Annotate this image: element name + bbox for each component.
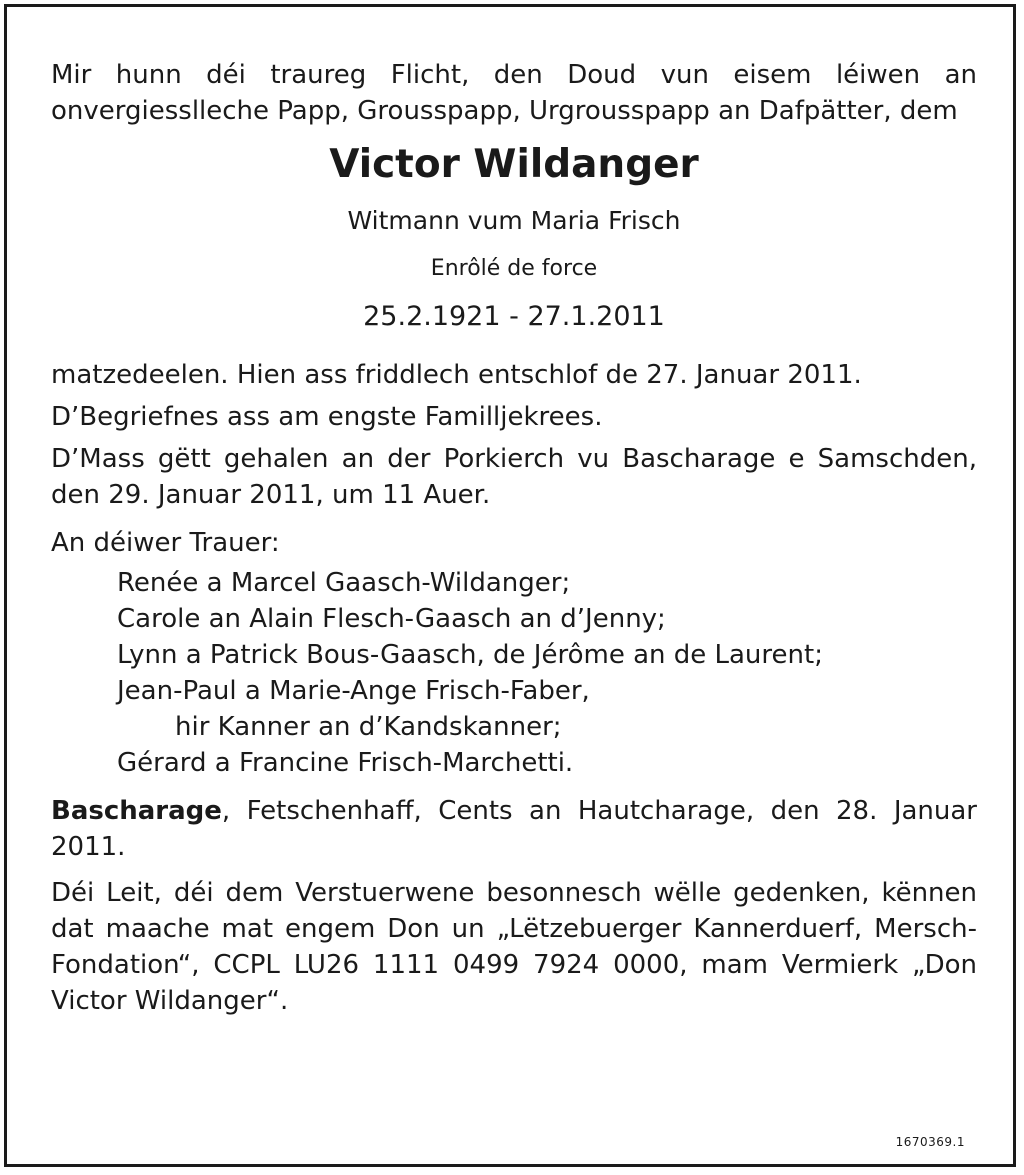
widow-of: Witmann vum Maria Frisch — [347, 206, 681, 235]
mourner-line: Gérard a Francine Frisch-Marchetti. — [117, 748, 574, 778]
mourner-line: Renée a Marcel Gaasch-Wildanger; — [117, 568, 571, 598]
mourner-line: Carole an Alain Flesch-Gaasch an d’Jenny; — [117, 604, 666, 634]
place-rest: , Fetschenhaff, Cents an Hautcharage, den 28. Januar 2011. — [51, 796, 977, 862]
funeral-text: D’Begriefnes ass am engste Familljekrees. — [51, 402, 603, 432]
passing-text: matzedeelen. Hien ass friddlech entschlof de 27. Januar 2011. — [51, 360, 862, 390]
reference-number: 1670369.1 — [895, 1135, 965, 1149]
mourning-title: An déiwer Trauer: — [51, 528, 280, 558]
mourner-line: Lynn a Patrick Bous-Gaasch, de Jérôme an de Laurent; — [117, 640, 823, 670]
status-line: Enrôlé de force — [430, 256, 598, 281]
donation-text: Déi Leit, déi dem Verstuerwene besonnesch wëlle gedenken, kënnen dat maache mat engem Don un „Lëtzebuerger Kannerduerf, Mersch-Fondation“, CCPL LU26 1111 0499 7924 0000, mam Vermierk „Don Victor Wildanger“. — [51, 878, 977, 1016]
life-dates: 25.2.1921 - 27.1.2011 — [363, 301, 665, 332]
mass-text: D’Mass gëtt gehalen an der Porkierch vu Bascharage e Samschden, den 29. Januar 2011, um 11 Auer. — [51, 444, 977, 510]
mourners-list — [117, 565, 977, 781]
death-notice — [4, 4, 1016, 1167]
place-date-line — [51, 793, 977, 865]
mourner-line: hir Kanner an d’Kandskanner; — [175, 712, 562, 742]
place-town: Bascharage — [51, 796, 222, 826]
notice-content — [51, 57, 977, 1019]
mourner-line: Jean-Paul a Marie-Ange Frisch-Faber, — [117, 676, 590, 706]
deceased-name: Victor Wildanger — [329, 142, 699, 187]
intro-text: Mir hunn déi traureg Flicht, den Doud vun eisem léiwen an onvergiesslleche Papp, Grousspapp, Urgrousspapp an Dafpätter, dem — [51, 60, 977, 126]
